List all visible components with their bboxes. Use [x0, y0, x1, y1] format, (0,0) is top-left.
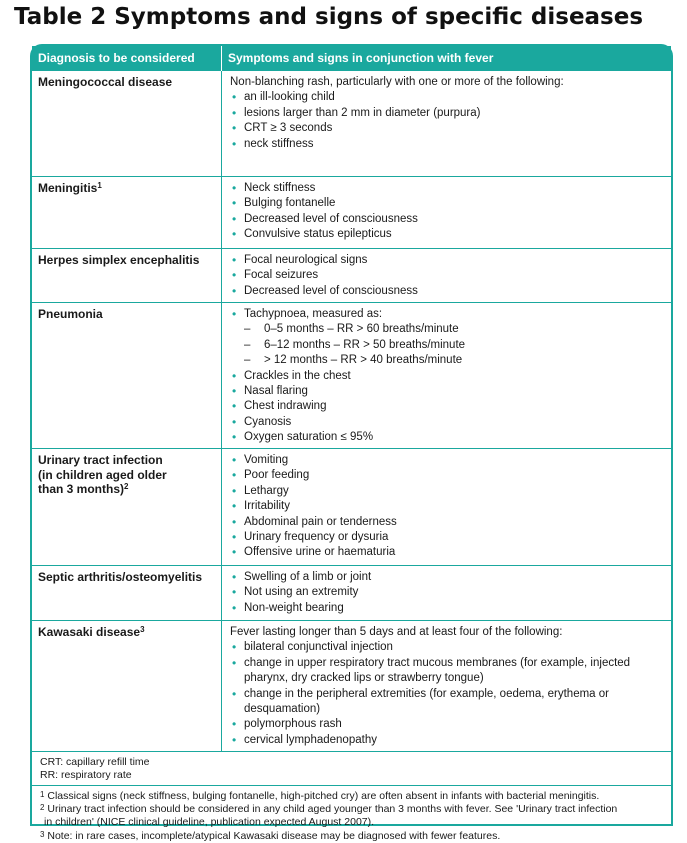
list-item: • CRT ≥ 3 seconds	[230, 121, 667, 136]
diagnosis-label: (in children aged older	[38, 467, 167, 482]
sub-list-item: – > 12 months – RR > 40 breaths/minute	[230, 353, 667, 368]
footnote-text: Classical signs (neck stiffness, bulging fontanelle, high-pitched cry) are often absent in infants with bacterial meningitis.	[47, 790, 600, 802]
diagnosis-label: Pneumonia	[38, 307, 103, 321]
symptoms-cell	[222, 71, 671, 176]
list-item: • Urinary frequency or dysuria	[230, 530, 667, 545]
row-meningococcal	[32, 71, 671, 177]
list-item: • Offensive urine or haematuria	[230, 545, 667, 560]
list-item: • change in the peripheral extremities (for example, oedema, erythema or desquamation)	[230, 687, 667, 718]
header-symptoms: Symptoms and signs in conjunction with fever	[228, 51, 494, 65]
list-item: • Poor feeding	[230, 468, 667, 483]
abbreviations	[32, 752, 671, 786]
diagnosis-label: Meningitis	[38, 181, 98, 195]
diagnosis-cell	[32, 621, 222, 751]
list-item: • Focal neurological signs	[230, 253, 667, 268]
list-item: • Decreased level of consciousness	[230, 212, 667, 227]
list-item: • lesions larger than 2 mm in diameter (purpura)	[230, 106, 667, 121]
abbreviation-item: RR: respiratory rate	[40, 769, 132, 781]
diagnosis-cell	[32, 303, 222, 448]
symptoms-intro: Non-blanching rash, particularly with one or more of the following:	[230, 76, 564, 88]
diagnosis-label: Septic arthritis/osteomyelitis	[38, 570, 203, 584]
symptoms-cell	[222, 621, 671, 751]
row-herpes	[32, 249, 671, 303]
list-item: • Nasal flaring	[230, 384, 667, 399]
list-item: • Not using an extremity	[230, 585, 667, 600]
list-item: • Non-weight bearing	[230, 601, 667, 616]
diagnosis-cell	[32, 249, 222, 302]
list-item: • change in upper respiratory tract mucous membranes (for example, injected pharynx, dry cracked lips or strawberry tongue)	[230, 656, 667, 687]
diagnosis-label: Meningococcal disease	[38, 75, 173, 89]
list-item: • Focal seizures	[230, 268, 667, 283]
row-pneumonia	[32, 303, 671, 449]
list-item: • Tachypnoea, measured as:	[230, 307, 667, 322]
list-item: • an ill-looking child	[230, 90, 667, 105]
list-item: • Crackles in the chest	[230, 369, 667, 384]
list-item: • polymorphous rash	[230, 717, 667, 732]
footnote-number: 1	[40, 790, 45, 799]
abbreviation-item: CRT: capillary refill time	[40, 756, 150, 768]
diagnosis-cell	[32, 177, 222, 248]
row-meningitis	[32, 177, 671, 249]
list-item: • Bulging fontanelle	[230, 196, 667, 211]
footnote	[40, 830, 665, 843]
row-kawasaki	[32, 621, 671, 752]
footnote-number: 2	[40, 803, 45, 813]
diagnosis-cell	[32, 449, 222, 565]
list-item: • Neck stiffness	[230, 181, 667, 196]
list-item: • Swelling of a limb or joint	[230, 570, 667, 585]
list-item: • bilateral conjunctival injection	[230, 640, 667, 655]
row-septic	[32, 566, 671, 621]
sub-list-item: – 0–5 months – RR > 60 breaths/minute	[230, 322, 667, 337]
diagnosis-cell	[32, 71, 222, 176]
list-item: • Oxygen saturation ≤ 95%	[230, 430, 667, 445]
diagnosis-label: Herpes simplex encephalitis	[38, 253, 200, 267]
header-diagnosis: Diagnosis to be considered	[32, 46, 222, 71]
sub-list-item: – 6–12 months – RR > 50 breaths/minute	[230, 338, 667, 353]
list-item: • Vomiting	[230, 453, 667, 468]
footnote-continuation: in children' (NICE clinical guideline, publication expected August 2007).	[44, 816, 375, 829]
list-item: • Irritability	[230, 499, 667, 514]
list-item: • Chest indrawing	[230, 399, 667, 414]
diagnosis-label: Kawasaki disease	[38, 625, 141, 639]
diagnosis-label: Urinary tract infection	[38, 453, 163, 467]
footnote-text: Note: in rare cases, incomplete/atypical Kawasaki disease may be diagnosed with fewer features.	[47, 829, 501, 842]
footnote-text: Urinary tract infection should be considered in any child aged younger than 3 months with fever. See 'Urinary tract infection	[47, 803, 618, 816]
footnote-number: 3	[40, 829, 45, 839]
diagnosis-label: than 3 months)	[38, 482, 124, 496]
symptoms-cell	[222, 303, 671, 448]
footnote	[40, 803, 665, 816]
symptoms-cell	[222, 449, 671, 565]
list-item: • cervical lymphadenopathy	[230, 733, 667, 748]
list-item: • Cyanosis	[230, 415, 667, 430]
symptoms-cell	[222, 249, 671, 302]
list-item: • Decreased level of consciousness	[230, 284, 667, 299]
row-uti	[32, 449, 671, 566]
diagnosis-cell	[32, 566, 222, 620]
footnote-ref: 3	[140, 625, 145, 634]
symptoms-intro: Fever lasting longer than 5 days and at least four of the following:	[230, 626, 563, 638]
footnote	[40, 790, 665, 803]
list-item: • Convulsive status epilepticus	[230, 227, 667, 242]
list-item: • Abdominal pain or tenderness	[230, 515, 667, 530]
page-title: Table 2 Symptoms and signs of specific diseases	[14, 4, 644, 30]
footnotes	[32, 786, 671, 843]
footnote-ref: 1	[97, 181, 102, 190]
list-item: • neck stiffness	[230, 137, 667, 152]
symptoms-cell	[222, 566, 671, 620]
symptoms-cell	[222, 177, 671, 248]
table-header	[32, 46, 671, 71]
list-item: • Lethargy	[230, 484, 667, 499]
footnote-ref: 2	[124, 482, 129, 491]
symptoms-table	[30, 44, 673, 842]
